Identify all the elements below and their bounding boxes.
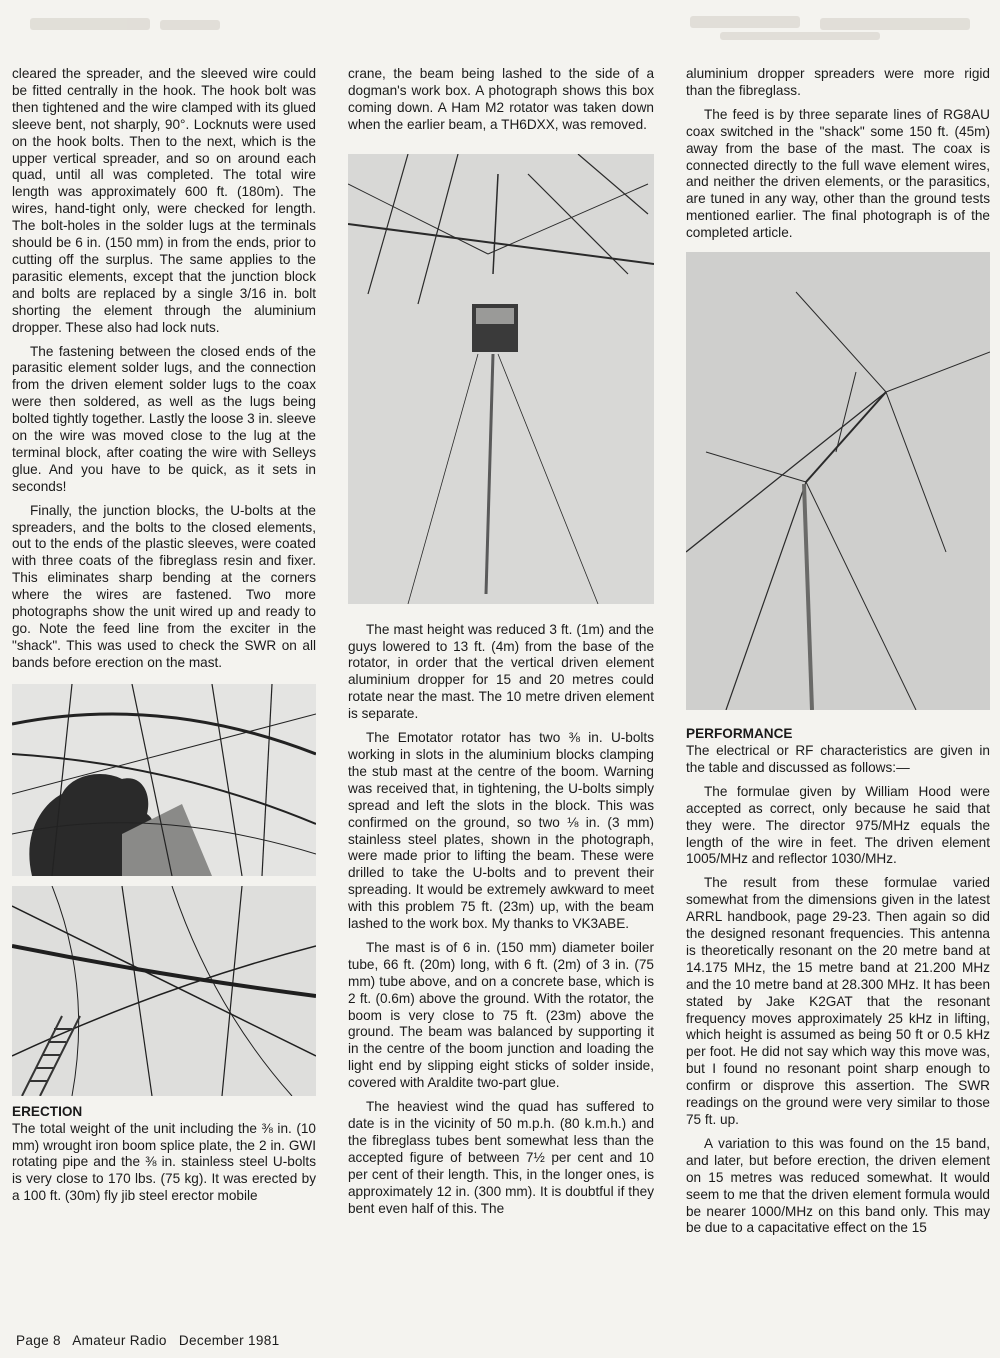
photo-quad-ladder xyxy=(12,886,316,1096)
issue-date: December 1981 xyxy=(178,1333,280,1348)
section-heading-erection: ERECTION xyxy=(12,1103,83,1119)
section-heading-performance: PERFORMANCE xyxy=(686,726,793,742)
body-paragraph: aluminium dropper spreaders were more rigid than the fibreglass. xyxy=(686,66,990,98)
header-bleed-art xyxy=(0,0,1000,48)
column-middle xyxy=(348,66,654,1224)
body-paragraph: The mast is of 6 in. (150 mm) diameter boiler tube, 66 ft. (20m) long, with 6 ft. (2m) of 3 in. (75 mm) tube above, and on a concrete base, which is 2 ft. (0.6m) above the ground. With the rotator, the boom is very close to 75 ft. (23m) above the ground. The beam was balanced by supporting it in the centre of the boom junction and loading the light end by slipping eight sticks of solder inside, covered with Araldite two-part glue. xyxy=(348,939,654,1091)
body-paragraph: The result from these formulae varied somewhat from the dimensions given in the latest ARRL handbook, page 29-23. Then again so did the designed resonant frequencies. This antenna is theoretically resonant on the 20 metre band at 14.175 MHz, the 15 metre band at 21.200 MHz and the 10 metre band at 28.300 MHz. It has been stated by Jake K2GAT that the resonant frequency moves approximately 25 kHz in lifting, which height is assumed as being 50 ft or 0.5 kHz per foot. He did not say which way this move was, but I found no resonant point sharp enough to confirm or disprove this assertion. The SWR readings on the ground were very similar to those 75 ft. up. xyxy=(686,875,990,1127)
column-right xyxy=(686,66,990,1244)
photo-quad-ladder-art xyxy=(12,886,316,1096)
photo-work-box-crane xyxy=(348,154,654,604)
page-footer xyxy=(16,1333,288,1348)
body-paragraph: The fastening between the closed ends of the parasitic element solder lugs, and the connection from the driven element solder lugs to the coax were then soldered, as well as the lugs being bolted tightly together. Lastly the loose 3 in. sleeve on the wire was moved close to the lug at the terminal block, after coating the wire with Selleys glue. And you have to be quick, as it sets in seconds! xyxy=(12,343,316,494)
body-paragraph: The Emotator rotator has two ⅜ in. U-bolts working in slots in the aluminium blocks clamping the stub mast at the centre of the boom. Warning was received that, in tightening, the U-bolts simply spread and left the slots in the block. This was confirmed on the ground, so two ⅛ in. (3 mm) stainless steel plates, shown in the photograph, were made prior to lifting the beam. These were drilled to take the U-bolts and to prevent their spreading. It would be extremely awkward to meet with this problem 75 ft. (23m) up, with the beam lashed to the work box. My thanks to VK3ABE. xyxy=(348,730,654,932)
photo-completed-antenna-art xyxy=(686,252,990,710)
body-paragraph: crane, the beam being lashed to the side of a dogman's work box. A photograph shows this box coming down. A Ham M2 rotator was taken down when the earlier beam, a TH6DXX, was removed. xyxy=(348,66,654,132)
photo-work-box-crane-art xyxy=(348,154,654,604)
page-number: Page 8 xyxy=(16,1333,61,1348)
header-bleed xyxy=(0,0,1000,48)
body-paragraph: Finally, the junction blocks, the U-bolts at the spreaders, and the bolts to the closed elements, out to the ends of the plastic sleeves, were coated with three coats of the fibreglass resin and fixer. This eliminates sharp bending at the corners where the wires are fastened. Two more photographs show the unit wired up and ready to go. Note the feed line from the exciter in the "shack". This was used to check the SWR on all bands before erection on the mast. xyxy=(12,502,316,670)
body-paragraph: The total weight of the unit including the ⅜ in. (10 mm) wrought iron boom splice plate, the 2 in. GWI rotating pipe and the ⅜ in. stainless steel U-bolts is very close to 170 lbs. (75 kg). It was erected by a 100 ft. (30m) fly jib steel erector mobile xyxy=(12,1120,316,1204)
magazine-name: Amateur Radio xyxy=(72,1333,167,1348)
body-paragraph: The mast height was reduced 3 ft. (1m) and the guys lowered to 13 ft. (4m) from the base of the rotator, in order that the vertical driven element aluminium dropper for 15 and 20 metres could rotate near the mast. The 10 metre driven element is separate. xyxy=(348,621,654,722)
body-paragraph: The feed is by three separate lines of RG8AU coax switched in the "shack" some 150 ft. (45m) away from the base of the mast. The coax is connected directly to the full wave element wires, and neither the driven elements, or the parasitics, are tuned in any way, other than the ground tests mentioned earlier. The final photograph is of the completed article. xyxy=(686,106,990,241)
body-paragraph: The formulae given by William Hood were accepted as correct, only because he said that they were. The director 975/MHz equals the length of the wire in feet. The driven element 1005/MHz and reflector 1030/MHz. xyxy=(686,783,990,867)
body-paragraph: A variation to this was found on the 15 band, and later, but before erection, the driven element on 15 metres was reduced somewhat. It would seem to me that the driven element formula would be nearer 1000/MHz on this band only. This may be due to a capacitative effect on the 15 xyxy=(686,1135,990,1236)
photo-quad-wired-tree-art xyxy=(12,684,316,876)
photo-quad-wired-tree xyxy=(12,684,316,876)
body-paragraph: cleared the spreader, and the sleeved wire could be fitted centrally in the hook. The hook bolt was then tightened and the wire clamped with its glued sleeve bent, not sharply, 90°. Locknuts were used on the hook bolts. Then to the next, which is the upper vertical spreader, and so on around each quad, until all was completed. The total wire length was approximately 600 ft. (180m). The wires, hand-tight only, were checked for length. The bolt-holes in the solder lugs at the terminals should be 6 in. (150 mm) in from the ends, prior to cutting off the surplus. The same applies to the parasitic elements, except that the junction block and bolts are replaced by a single 3/16 in. bolt shorting the element through the aluminium dropper. These also had lock nuts. xyxy=(12,66,316,335)
column-left xyxy=(12,66,316,1212)
body-paragraph: The electrical or RF characteristics are given in the table and discussed as follows:— xyxy=(686,742,990,775)
photo-completed-antenna xyxy=(686,252,990,710)
body-paragraph: The heaviest wind the quad has suffered to date is in the vicinity of 50 m.p.h. (80 k.m.h.) and the fibreglass tubes bent somewhat less than the accepted figure of between 7½ per cent and 10 per cent of their length. This, in the longer ones, is approximately 12 in. (300 mm). It is doubtful if they bent even half of this. The xyxy=(348,1099,654,1216)
